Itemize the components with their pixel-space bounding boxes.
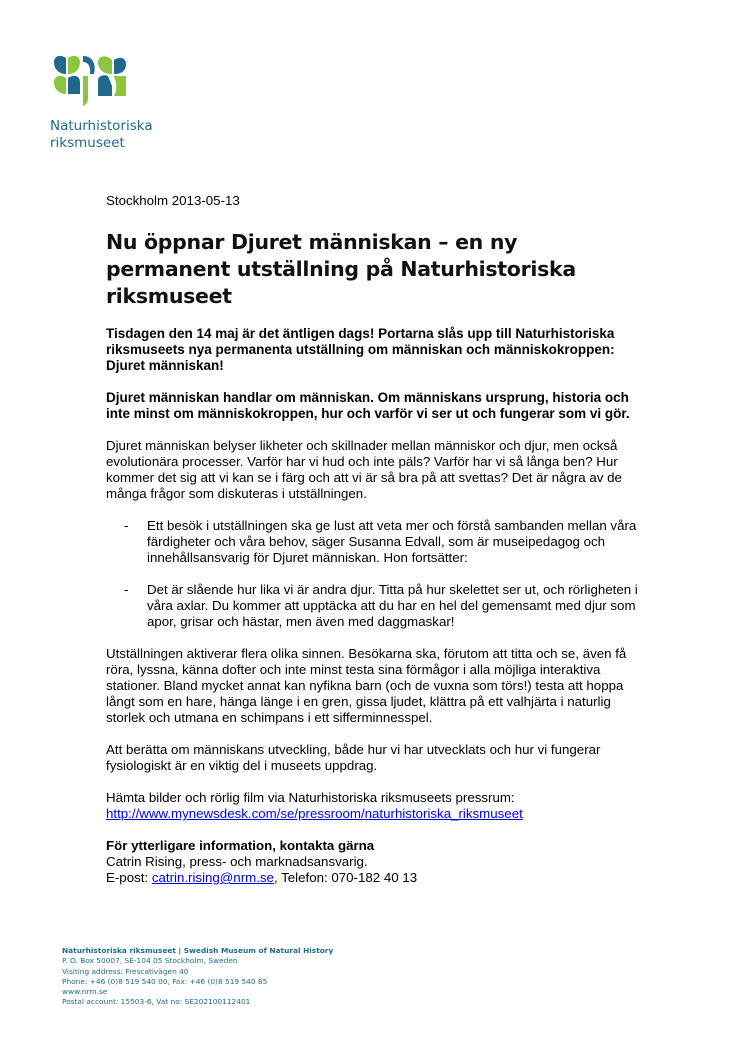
contact-heading: För ytterligare information, kontakta gärna xyxy=(106,838,375,853)
footer-postal-account: Postal account: 15503-6, Vat no: SE202100112401 xyxy=(62,997,251,1007)
quote-dash: - xyxy=(124,518,129,533)
body-paragraph-1: Djuret människan belyser likheter och skillnader mellan människor och djur, men också evolutionära processer. Varför har vi hud och inte päls? Varför har vi så långa ben? Hur kommer det sig att vi kan se i färg och att vi är så bra på att svettas? Det är några av de många frågor som diskuteras i utställningen. xyxy=(106,438,622,501)
lead-paragraph-1: Tisdagen den 14 maj är det äntligen dags! Portarna slås upp till Naturhistoriska riksmuseets nya permanenta utställning om människan och människokroppen: Djuret människan! xyxy=(106,326,615,373)
quote-list xyxy=(106,518,646,630)
logo-line-2: riksmuseet xyxy=(50,135,125,151)
footer xyxy=(62,946,462,1008)
press-room-text: Hämta bilder och rörlig film via Naturhistoriska riksmuseets pressrum: xyxy=(106,790,515,805)
press-release-body xyxy=(106,193,646,886)
body-paragraph-3: Att berätta om människans utveckling, både hur vi har utvecklats och hur vi fungerar fysiologiskt är en viktig del i museets uppdrag. xyxy=(106,742,601,773)
quote-text: Ett besök i utställningen ska ge lust att veta mer och förstå sambanden mellan våra färdigheter och våra behov, säger Susanna Edvall, som är museipedagog och innehållsansvarig för Djuret människan. Hon fortsätter: xyxy=(147,518,637,565)
press-room-link[interactable]: http://www.mynewsdesk.com/se/pressroom/naturhistoriska_riksmuseet xyxy=(106,806,523,821)
footer-phone: Phone: +46 (0)8 519 540 00, Fax: +46 (0)8 519 540 85 xyxy=(62,976,268,986)
email-label: E-post: xyxy=(106,870,152,885)
footer-website: www.nrm.se xyxy=(62,987,108,997)
dateline: Stockholm 2013-05-13 xyxy=(106,193,240,208)
footer-address: P. O. Box 50007, SE-104 05 Stockholm, Sweden xyxy=(62,956,238,966)
logo-mark-icon xyxy=(50,52,130,110)
museum-logo xyxy=(50,52,180,152)
press-room-paragraph xyxy=(106,790,646,822)
contact-block xyxy=(106,838,646,886)
quote-item xyxy=(106,582,646,630)
phone-text: , Telefon: 070-182 40 13 xyxy=(273,870,418,885)
headline: Nu öppnar Djuret människan – en ny permanent utställning på Naturhistoriska riksmuseet xyxy=(106,230,576,308)
contact-person: Catrin Rising, press- och marknadsansvarig. xyxy=(106,854,368,869)
lead-paragraph-2: Djuret människan handlar om människan. Om människans ursprung, historia och inte minst om människokroppen, hur och varför vi ser ut och fungerar som vi gör. xyxy=(106,390,630,421)
contact-details xyxy=(106,870,646,886)
footer-visiting-address: Visiting address: Frescativägen 40 xyxy=(62,966,189,976)
quote-text: Det är slående hur lika vi är andra djur. Titta på hur skelettet ser ut, och rörligheten i våra axlar. Du kommer att upptäcka att du har en hel del gemensamt med djur som apor, grisar och hästar, men även med daggmaskar! xyxy=(147,582,638,629)
body-paragraph-2: Utställningen aktiverar flera olika sinnen. Besökarna ska, förutom att titta och se, även få röra, lyssna, känna dofter och inte minst testa sina förmågor i alla möjliga interaktiva stationer. Bland mycket annat kan nyfikna barn (och de vuxna som törs!) testa att hoppa långt som en hare, hänga länge i en gren, gissa ljudet, klättra på ett valhjärta i naturlig storlek och utmana en schimpans i ett sifferminnesspel. xyxy=(106,646,627,725)
quote-dash: - xyxy=(124,582,129,597)
email-link[interactable]: catrin.rising@nrm.se xyxy=(151,870,274,885)
quote-item xyxy=(106,518,646,566)
logo-line-1: Naturhistoriska xyxy=(50,118,153,134)
footer-heading: Naturhistoriska riksmuseet | Swedish Museum of Natural History xyxy=(62,946,334,955)
